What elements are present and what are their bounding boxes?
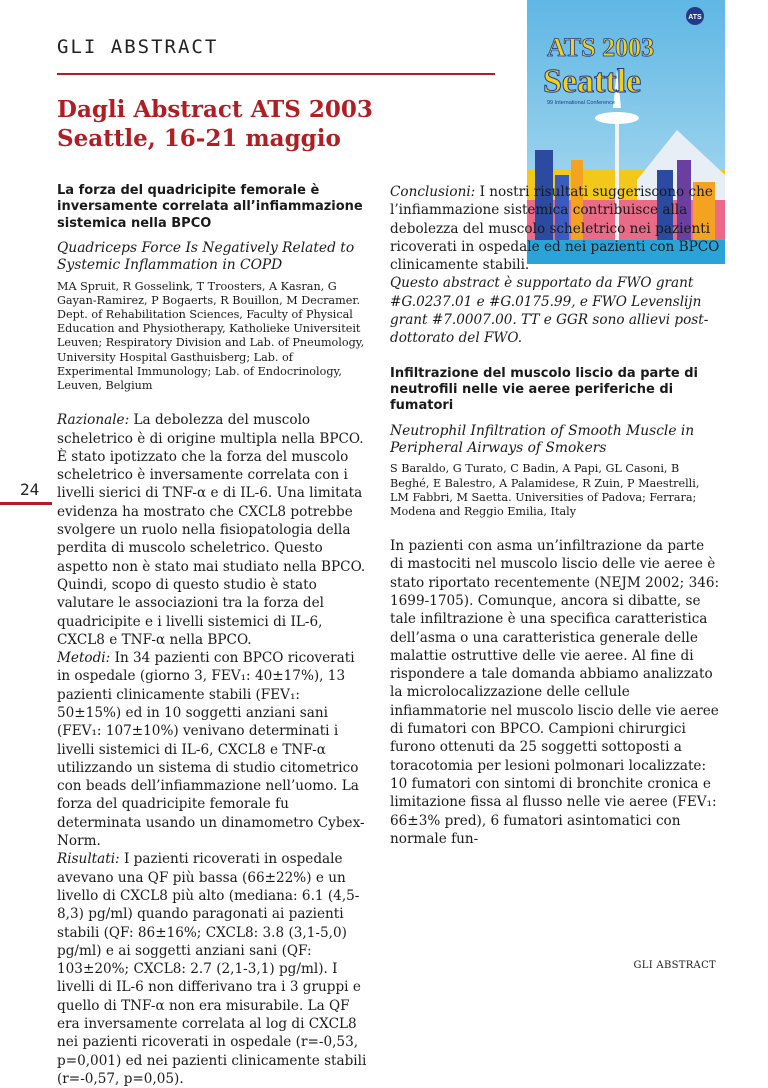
conclusioni-text: I nostri risultati suggeriscono che l’infiammazione sistemica contribuisce alla debolezza del muscolo scheletrico nei pazienti ricoverati in ospedale ed nei pazienti con BPCO clinicamente stabili. <box>390 184 720 274</box>
footer-label: GLI ABSTRACT <box>633 960 716 971</box>
section-label: GLI ABSTRACT <box>57 36 219 58</box>
razionale-label: Razionale: <box>57 412 130 429</box>
article-separator <box>390 348 720 366</box>
article2-title: Infiltrazione del muscolo liscio da parte di neutrofili nelle vie aeree periferiche di fumatori <box>390 365 699 414</box>
article1-body-continued <box>390 183 720 348</box>
article1-english-title: Quadriceps Force Is Negatively Related to Systemic Inflammation in COPD <box>57 240 355 274</box>
article2-english-title: Neutrophil Infiltration of Smooth Muscle in Peripheral Airways of Smokers <box>390 422 695 457</box>
right-column <box>390 183 720 848</box>
poster-subtitle: 99 International Conference <box>547 100 615 106</box>
conclusioni-label: Conclusioni: <box>390 184 476 200</box>
poster-city-text: Seattle <box>543 63 642 100</box>
article2-body-text: In pazienti con asma un’infiltrazione da parte di mastociti nel muscolo liscio delle vie aeree è stato riportato recentemente (NEJM 2002; 346: 1699-1705). Comunque, ancora si dibatte, se tale infiltrazione è una specifica caratteristica dell’asma o una caratteristica generale delle malattie ostruttive delle vie aeree. Al fine di rispondere a tale domanda abbiamo analizzato la microlocalizzazione delle cellule infiammatorie nel muscolo liscio delle vie aeree di fumatori con BPCO. Campioni chirurgici furono ottenuti da 25 soggetti sottoposti a toracotomia per lesioni polmonari localizzate: 10 fumatori con sintomi di bronchite cronica e limitazione fissa al flusso nelle vie aeree (FEV₁: 66±3% pred), 6 fumatori asintomatici con normale fun- <box>390 538 720 847</box>
page-title <box>57 95 477 153</box>
article2-authors: S Baraldo, G Turato, C Badin, A Papi, GL Casoni, B Beghé, E Balestro, A Palamidese, R Zuin, P Maestrelli, LM Fabbri, M Saetta. Universities of Padova; Ferrara; Modena and Reggio Emilia, Italy <box>390 462 700 518</box>
article1-title: La forza del quadricipite femorale è inversamente correlata all’infiammazione sistemica nella BPCO <box>57 183 363 231</box>
title-line-1: Dagli Abstract ATS 2003 <box>57 96 373 123</box>
page-number-rule <box>0 502 52 505</box>
article1-authors: MA Spruit, R Gosselink, T Troosters, A Kasran, G Gayan-Ramirez, P Bogaerts, R Bouillon, M Decramer. Dept. of Rehabilitation Sciences, Faculty of Physical Education and Physiotherapy, Katholieke Universiteit Leuven; Respiratory Division and Lab. of Pneumology, University Hospital Gasthuisberg; Lab. of Experimental Immunology; Lab. of Endocrinology, Leuven, Belgium <box>57 279 365 393</box>
metodi-label: Metodi: <box>57 650 111 667</box>
article1-conclusioni <box>390 183 720 274</box>
left-column <box>57 183 367 1088</box>
article1-metodi <box>57 649 367 850</box>
page-number: 24 <box>20 480 40 499</box>
poster-logo-text: ATS <box>688 14 702 21</box>
risultati-text: I pazienti ricoverati in ospedale avevano una QF più bassa (66±22%) e un livello di CXCL8 più alto (mediana: 6.1 (4,5-8,3) pg/ml) quando paragonati ai pazienti stabili (QF: 86±16%; CXCL8: 3.8 (3,1-5,0) pg/ml) e ai soggetti anziani sani (QF: 103±20%; CXCL8: 2.7 (2,1-3,1) pg/ml). I livelli di IL-6 non differivano tra i 3 gruppi e quello di TNF-α non era misurabile. La QF era inversamente correlata al log di CXCL8 nei pazienti ricoverati in ospedale (r=-0,53, p=0,001) ed nei pazienti clinicamente stabili (r=-0,57, p=0,05). <box>57 851 367 1087</box>
article1-risultati <box>57 850 367 1088</box>
article2-body <box>390 537 720 848</box>
poster-year-text: ATS 2003 <box>547 33 655 62</box>
article1-razionale <box>57 411 367 649</box>
article1-funding: Questo abstract è supportato da FWO grant #G.0237.01 e #G.0175.99, e FWO Levenslijn grant #7.0007.00. TT e GGR sono allievi post-dottorato del FWO. <box>390 275 709 347</box>
article1-body <box>57 411 367 1088</box>
title-line-2: Seattle, 16-21 maggio <box>57 125 341 152</box>
razionale-text: La debolezza del muscolo scheletrico è di origine multipla nella BPCO. È stato ipotizzato che la forza del muscolo scheletrico è inversamente correlata con i livelli sierici di TNF-α e di IL-6. Una limitata evidenza ha mostrato che CXCL8 potrebbe svolgere un ruolo nella fisiopatologia della perdita di muscolo scheletrico. Questo aspetto non è stato mai studiato nella BPCO. Quindi, scopo di questo studio è stato valutare le associazioni tra la forza del quadricipite e i livelli sistemici di IL-6, CXCL8 e TNF-α nella BPCO. <box>57 412 366 648</box>
header-rule <box>57 73 495 75</box>
risultati-label: Risultati: <box>57 851 120 868</box>
metodi-text: In 34 pazienti con BPCO ricoverati in ospedale (giorno 3, FEV₁: 40±17%), 13 pazienti clinicamente stabili (FEV₁: 50±15%) ed in 10 soggetti anziani sani (FEV₁: 107±10%) venivano determinati i livelli sistemici di IL-6, CXCL8 e TNF-α utilizzando un sistema di studio citometrico con beads dell’infiammazione nell’uomo. La forza del quadricipite femorale fu determinata usando un dinamometro Cybex-Norm. <box>57 650 365 850</box>
